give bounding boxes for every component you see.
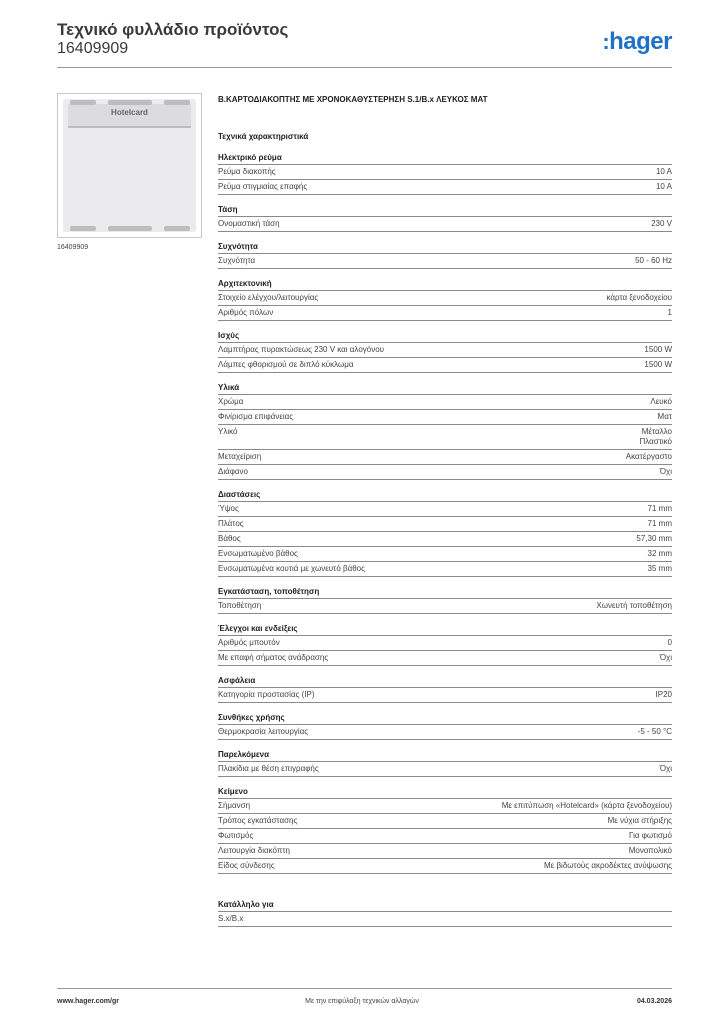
spec-label: Βάθος [218, 534, 241, 543]
spec-value-line: Όχι [659, 653, 672, 662]
spec-row [218, 599, 672, 614]
spec-label: Θερμοκρασία λειτουργίας [218, 727, 309, 736]
spec-row [218, 725, 672, 740]
spec-row [218, 465, 672, 480]
spec-row [218, 343, 672, 358]
spec-value-line: IP20 [655, 690, 672, 699]
spec-value-line: 230 V [651, 219, 672, 228]
spec-row [218, 651, 672, 666]
spec-value [648, 504, 672, 514]
spec-value [648, 519, 672, 529]
spec-group-title: Ηλεκτρικό ρεύμα [218, 153, 672, 165]
spec-group [218, 153, 672, 195]
spec-row [218, 410, 672, 425]
spec-group [218, 490, 672, 577]
spec-row [218, 217, 672, 232]
spec-group-title: Διαστάσεις [218, 490, 672, 502]
spec-value [635, 256, 672, 266]
spec-group-title: Αρχιτεκτονική [218, 279, 672, 291]
spec-group-title: Έλεγχοι και ενδείξεις [218, 624, 672, 636]
spec-group-title: Ασφάλεια [218, 676, 672, 688]
spec-row [218, 562, 672, 577]
spec-value [629, 846, 672, 856]
spec-label: S.x/B.x [218, 914, 244, 923]
product-title: Β.ΚΑΡΤΟΔΙΑΚΟΠΤΗΣ ΜΕ ΧΡΟΝΟΚΑΘΥΣΤΕΡΗΣΗ S.1/B.x ΛΕΥΚΟΣ ΜΑΤ [218, 95, 488, 104]
spec-label: Ονομαστική τάση [218, 219, 280, 228]
spec-value-line: 32 mm [647, 549, 672, 558]
spec-group-title: Τάση [218, 205, 672, 217]
plate-clip [164, 100, 190, 105]
spec-label: Διάφανο [218, 467, 249, 476]
spec-value [638, 727, 672, 737]
spec-value [658, 412, 672, 422]
plate-clip [70, 226, 96, 231]
spec-value [668, 638, 672, 648]
spec-row [218, 358, 672, 373]
spec-label: Είδος σύνδεσης [218, 861, 275, 870]
spec-label: Λάμπες φθορισμού σε διπλό κύκλωμα [218, 360, 354, 369]
spec-groups [218, 153, 672, 874]
spec-value-line: 0 [667, 638, 672, 647]
spec-value [668, 308, 672, 318]
spec-label: Τοποθέτηση [218, 601, 262, 610]
product-code: 16409909 [57, 40, 129, 57]
spec-value-line: Με νύχια στήριξης [607, 816, 672, 825]
hager-logo: :hager [602, 28, 672, 55]
spec-label: Στοιχείο ελέγχου/λειτουργίας [218, 293, 319, 302]
spec-label: Σήμανση [218, 801, 251, 810]
spec-value-line: 35 mm [647, 564, 672, 573]
spec-label: Υλικό [218, 427, 238, 436]
spec-value-line: 71 mm [647, 519, 672, 528]
spec-label: Λαμπτήρας πυρακτώσεως 230 V και αλογόνου [218, 345, 385, 354]
spec-row [218, 688, 672, 703]
spec-group [218, 787, 672, 874]
spec-row [218, 502, 672, 517]
spec-label: Ύψος [218, 504, 239, 513]
spec-label: Συχνότητα [218, 256, 256, 265]
spec-label: Ρεύμα στιγμιαίας επαφής [218, 182, 308, 191]
spec-row [218, 395, 672, 410]
spec-value [650, 397, 672, 407]
spec-value-line: κάρτα ξενοδοχείου [606, 293, 672, 302]
spec-group [218, 205, 672, 232]
spec-value-line: 1 [667, 308, 672, 317]
spec-value [644, 345, 672, 355]
spec-group-title: Υλικά [218, 383, 672, 395]
spec-value-line: -5 - 50 °C [637, 727, 672, 736]
spec-label: Αριθμός μπουτόν [218, 638, 280, 647]
spec-row [218, 912, 672, 927]
spec-row [218, 829, 672, 844]
spec-group [218, 331, 672, 373]
spec-group [218, 713, 672, 740]
spec-value [639, 427, 672, 447]
spec-value [648, 549, 672, 559]
spec-group [218, 676, 672, 703]
spec-value [596, 601, 672, 611]
spec-value-line: Με επιτύπωση «Hotelcard» (κάρτα ξενοδοχείου) [501, 801, 672, 810]
spec-row [218, 180, 672, 195]
spec-group-title: Εγκατάσταση, τοποθέτηση [218, 587, 672, 599]
spec-value-line: Ακατέργαστο [625, 452, 672, 461]
spec-value-line: 1500 W [644, 360, 672, 369]
spec-group-title: Παρελκόμενα [218, 750, 672, 762]
spec-group [218, 624, 672, 666]
spec-group-title: Κείμενο [218, 787, 672, 799]
product-image [57, 93, 202, 238]
spec-group [218, 750, 672, 777]
spec-value-line: Μέταλλο [641, 427, 672, 436]
spec-group-title: Συνθήκες χρήσης [218, 713, 672, 725]
section-title: Τεχνικά χαρακτηριστικά [218, 132, 309, 141]
spec-label: Λειτουργία διακόπτη [218, 846, 290, 855]
spec-value [660, 764, 672, 774]
document-header [57, 20, 288, 58]
spec-value-line: 1500 W [644, 345, 672, 354]
spec-value-line: 10 A [655, 182, 672, 191]
footer-disclaimer: Με την επιφύλαξη τεχνικών αλλαγών [305, 998, 419, 1005]
spec-label: Μεταχείριση [218, 452, 262, 461]
spec-label: Ενσωματωμένα κουτιά με χωνευτό βάθος [218, 564, 365, 573]
spec-label: Αριθμός πόλων [218, 308, 274, 317]
spec-row [218, 425, 672, 450]
logo-text: hager [609, 28, 672, 55]
spec-value-line: Λευκό [650, 397, 672, 406]
spec-value-line: Με βιδωτούς ακροδέκτες ανύψωσης [543, 861, 672, 870]
spec-row [218, 844, 672, 859]
suitable-for-group [218, 900, 672, 927]
spec-value-line: 71 mm [647, 504, 672, 513]
spec-content [218, 95, 672, 937]
spec-label: Ρεύμα διακοπής [218, 167, 276, 176]
spec-value [626, 452, 672, 462]
spec-row [218, 254, 672, 269]
spec-row [218, 859, 672, 874]
spec-row [218, 517, 672, 532]
plate-clip [70, 100, 96, 105]
spec-value [651, 219, 672, 229]
spec-value-line: Πλαστικό [639, 437, 672, 446]
footer-divider [57, 988, 672, 989]
spec-label: Πλακίδια με θέση επιγραφής [218, 764, 319, 773]
spec-label: Φωτισμός [218, 831, 254, 840]
spec-value [636, 534, 672, 544]
footer-date: 04.03.2026 [636, 998, 672, 1005]
spec-row [218, 450, 672, 465]
spec-group-title: Κατάλληλο για [218, 900, 672, 912]
document-title: Τεχνικό φυλλάδιο προϊόντος [57, 20, 289, 39]
spec-value-line: Για φωτισμό [629, 831, 672, 840]
spec-group-title: Ισχύς [218, 331, 672, 343]
spec-label: Πλάτος [218, 519, 244, 528]
spec-row [218, 291, 672, 306]
spec-value [606, 293, 672, 303]
card-slot: Hotelcard [68, 104, 191, 128]
spec-value-line: Όχι [659, 467, 672, 476]
spec-value [608, 816, 672, 826]
spec-label: Κατηγορία προστασίας (IP) [218, 690, 315, 699]
spec-value-line: Μονοπολικό [628, 846, 672, 855]
image-caption: 16409909 [57, 244, 89, 251]
footer-website-link[interactable]: www.hager.com/gr [57, 998, 119, 1005]
plate-clip [164, 226, 190, 231]
plate-clip [126, 226, 152, 231]
spec-row [218, 636, 672, 651]
spec-value [648, 564, 672, 574]
spec-label: Με επαφή σήματος ανάδρασης [218, 653, 329, 662]
spec-row [218, 762, 672, 777]
spec-group [218, 242, 672, 269]
spec-value [656, 167, 672, 177]
header-divider [57, 67, 672, 68]
spec-value-line: 50 - 60 Hz [635, 256, 672, 265]
spec-value [660, 467, 672, 477]
spec-value [656, 182, 672, 192]
spec-value [656, 690, 672, 700]
spec-value-line: 57,30 mm [636, 534, 672, 543]
spec-value [644, 360, 672, 370]
spec-value-line: Ματ [657, 412, 672, 421]
spec-row [218, 547, 672, 562]
spec-value [544, 861, 672, 871]
spec-value [502, 801, 672, 811]
spec-value [660, 653, 672, 663]
spec-label: Χρώμα [218, 397, 244, 406]
spec-label: Φινίρισμα επιφάνειας [218, 412, 294, 421]
spec-group-title: Συχνότητα [218, 242, 672, 254]
spec-row [218, 532, 672, 547]
spec-row [218, 799, 672, 814]
spec-label: Τρόπος εγκατάστασης [218, 816, 298, 825]
spec-value [629, 831, 672, 841]
spec-group [218, 587, 672, 614]
spec-row [218, 306, 672, 321]
spec-label: Ενσωματωμένο βάθος [218, 549, 298, 558]
spec-value-line: 10 A [655, 167, 672, 176]
spec-value-line: Όχι [659, 764, 672, 773]
spec-row [218, 814, 672, 829]
spec-group [218, 383, 672, 480]
spec-value-line: Χωνευτή τοποθέτηση [596, 601, 672, 610]
spec-row [218, 165, 672, 180]
plate-clip [126, 100, 152, 105]
spec-group [218, 279, 672, 321]
